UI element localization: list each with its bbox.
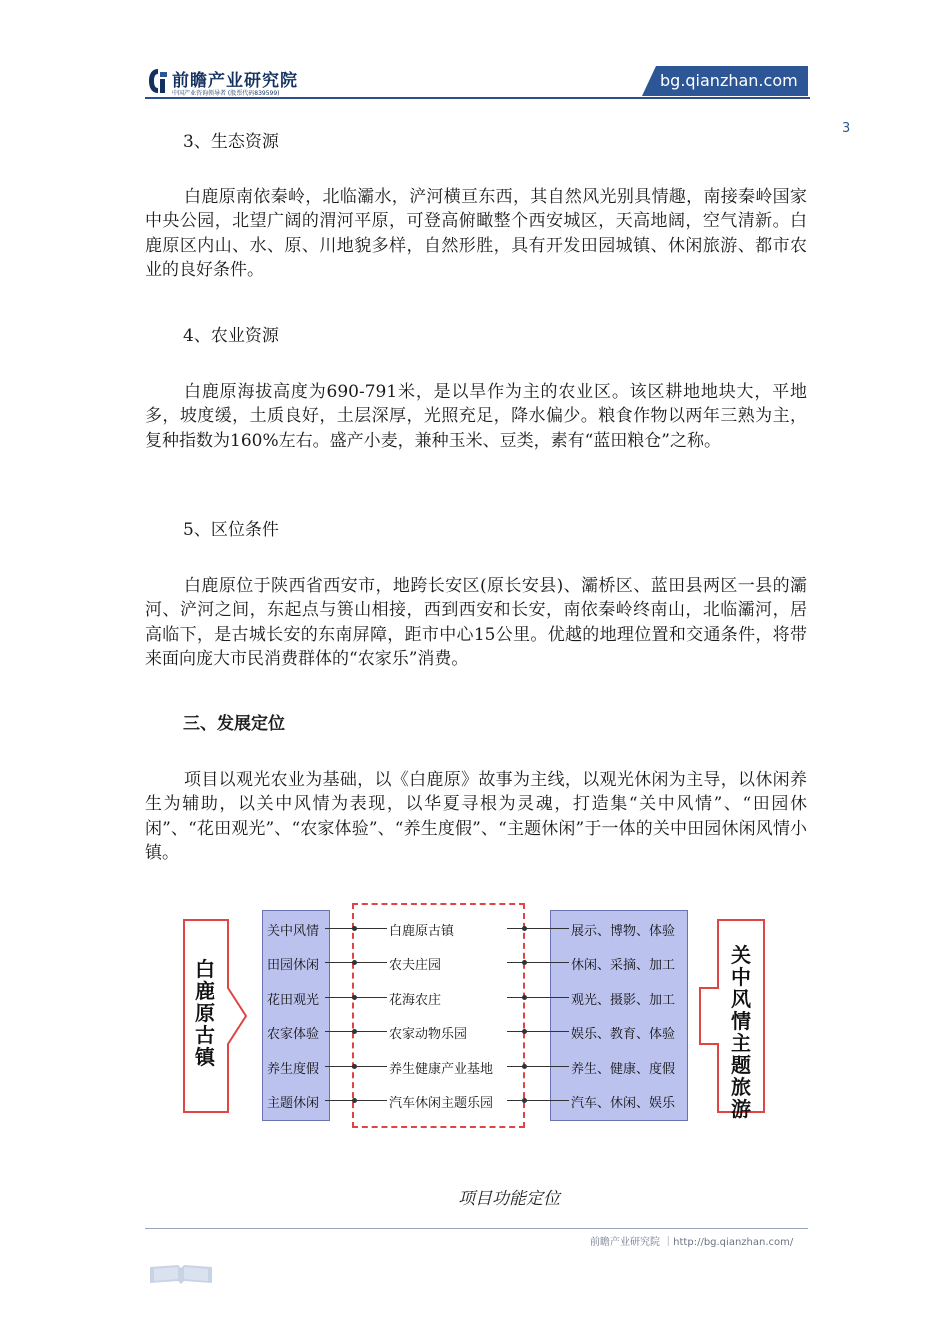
paragraph-ecology: 白鹿原南依秦岭，北临灞水，浐河横亘东西，其自然风光别具情趣，南接秦岭国家中央公园，北望广阔的渭河平原，可登高俯瞰整个西安城区，天高地阔，空气清新。白鹿原区内山、水、原、川地貌多样，自然形胜，具有开发田园城镇、休闲旅游、都市农业的良好条件。	[145, 187, 807, 280]
project-item: 养生健康产业基地	[389, 1062, 494, 1077]
paragraph-location: 白鹿原位于陕西省西安市，地跨长安区(原长安县)、灞桥区、蓝田县两区一县的灞河、浐河之间，东起点与篑山相接，西到西安和长安，南依秦岭终南山，北临灞河，居高临下，是古城长安的东南屏障，距市中心15公里。优越的地理位置和交通条件，将带来面向庞大市民消费群体的“农家乐”消费。	[145, 576, 807, 669]
function-item: 休闲、采摘、加工	[571, 958, 676, 973]
logo-tagline: 中国产业咨询领导者 (股票代码839599)	[172, 90, 280, 97]
connector-dot	[522, 1029, 527, 1034]
paragraph-agriculture: 白鹿原海拔高度为690-791米，是以旱作为主的农业区。该区耕地地块大，平地多，坡度缓，土质良好，土层深厚，光照充足，降水偏少。粮食作物以两年三熟为主，复种指数为160%左右。盛产小麦，兼种玉米、豆类，素有“蓝田粮仓”之称。	[145, 382, 807, 451]
connector-dot	[522, 960, 527, 965]
connector-line	[507, 1100, 569, 1101]
header-divider	[145, 97, 810, 99]
theme-item: 主题休闲	[267, 1096, 320, 1111]
header-url[interactable]: bg.qianzhan.com	[660, 71, 798, 90]
function-item: 汽车、休闲、娱乐	[571, 1096, 676, 1111]
theme-item: 田园休闲	[267, 958, 320, 973]
logo-name: 前瞻产业研究院	[172, 71, 298, 91]
section-heading-positioning: 三、发展定位	[183, 714, 285, 734]
connector-line	[507, 1066, 569, 1067]
connector-dot	[352, 995, 357, 1000]
theme-item: 花田观光	[267, 993, 320, 1008]
right-title: 关中风情主题旅游	[731, 943, 751, 1121]
theme-item: 养生度假	[267, 1062, 320, 1077]
project-item: 农夫庄园	[389, 958, 442, 973]
project-item: 白鹿原古镇	[389, 924, 455, 939]
theme-column	[262, 910, 330, 1121]
connector-line	[507, 1031, 569, 1032]
connector-line	[507, 962, 569, 963]
section-heading-location: 5、区位条件	[183, 520, 279, 540]
footer-divider	[145, 1228, 808, 1229]
connector-dot	[352, 960, 357, 965]
theme-item: 关中风情	[267, 924, 320, 939]
function-item: 养生、健康、度假	[571, 1062, 676, 1077]
connector-dot	[352, 926, 357, 931]
theme-item: 农家体验	[267, 1027, 320, 1042]
book-icon	[148, 1263, 214, 1285]
section-heading-agriculture: 4、农业资源	[183, 326, 279, 346]
function-item: 娱乐、教育、体验	[571, 1027, 676, 1042]
paragraph-positioning: 项目以观光农业为基础，以《白鹿原》故事为主线，以观光休闲为主导，以休闲养生为辅助，以关中风情为表现，以华夏寻根为灵魂，打造集“关中风情”、“田园休闲”、“花田观光”、“农家体验”、“养生度假”、“主题休闲”于一体的关中田园休闲风情小镇。	[145, 770, 807, 863]
connector-dot	[352, 1029, 357, 1034]
project-item: 农家动物乐园	[389, 1027, 468, 1042]
logo-icon	[148, 68, 168, 94]
connector-dot	[352, 1098, 357, 1103]
project-item: 花海农庄	[389, 993, 442, 1008]
project-item: 汽车休闲主题乐园	[389, 1096, 494, 1111]
connector-line	[507, 997, 569, 998]
function-column	[550, 910, 688, 1121]
page-number: 3	[842, 121, 851, 136]
footer-text[interactable]: 前瞻产业研究院 ｜http://bg.qianzhan.com/	[590, 1237, 794, 1248]
connector-dot	[522, 995, 527, 1000]
function-item: 观光、摄影、加工	[571, 993, 676, 1008]
connector-dot	[522, 1098, 527, 1103]
function-item: 展示、博物、体验	[571, 924, 676, 939]
connector-dot	[522, 1064, 527, 1069]
function-positioning-diagram	[182, 898, 782, 1130]
connector-line	[507, 928, 569, 929]
connector-dot	[522, 926, 527, 931]
diagram-caption: 项目功能定位	[458, 1189, 560, 1209]
section-heading-ecology: 3、生态资源	[183, 132, 279, 152]
connector-dot	[352, 1064, 357, 1069]
left-title: 白鹿原古镇	[195, 957, 215, 1069]
